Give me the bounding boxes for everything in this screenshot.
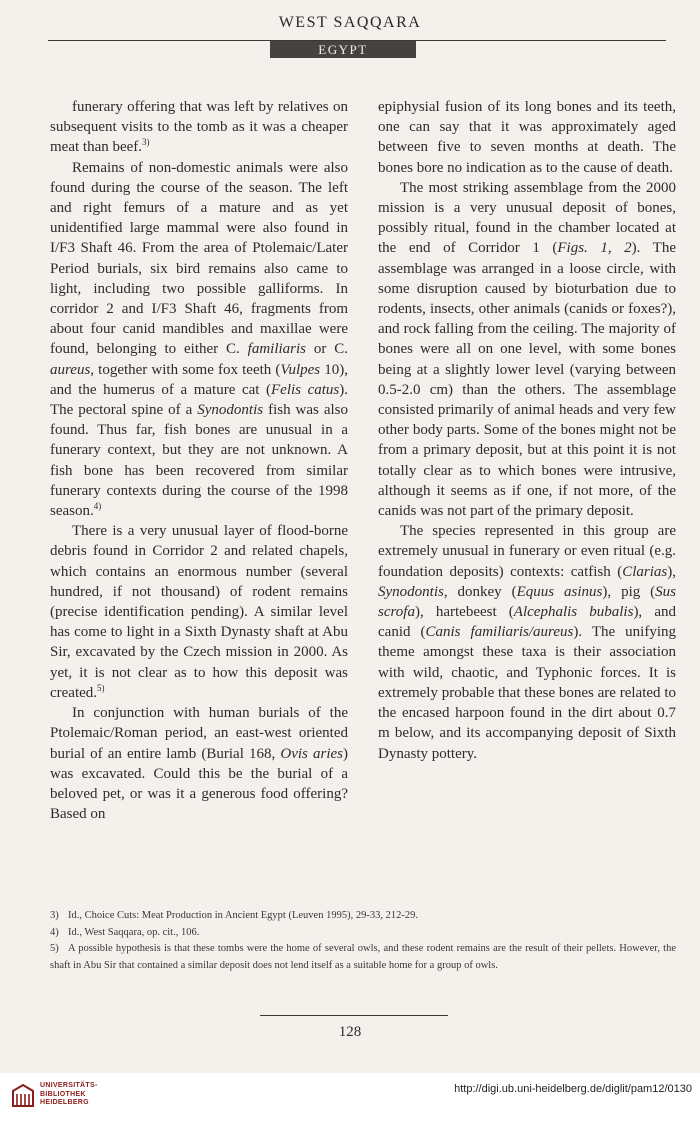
text-run: ). The unifying theme amongst these taxa is their association with wild, chaotic, and Typhonic forces. It is extremely probable that these bones are related to the encased harpoon found in the dirt about 0.7 m below, and its accompanying deposit of Sixth Dynasty pottery. bbox=[378, 624, 676, 762]
text-run: Remains of non-domestic animals were also found during the course of the season. The left and right femurs of a mature and as yet unidentified large mammal were also found in I/F3 Shaft 46. From the area of Ptolemaic/Later Period burials, six bird remains also came to light, including two possible galliforms. In corridor 2 and I/F3 Shaft 46, fragments from about four canid mandibles and maxillae were found, belonging to either C. bbox=[50, 159, 348, 358]
section-label: EGYPT bbox=[270, 41, 416, 58]
library-name-line: HEIDELBERG bbox=[40, 1099, 89, 1106]
paragraph bbox=[50, 97, 348, 158]
text-run: ), and canid ( bbox=[378, 604, 676, 641]
italic-term: Clarias bbox=[622, 563, 668, 580]
italic-term: Alcephalis bubalis bbox=[513, 604, 634, 621]
italic-term: Canis familiaris/aureus bbox=[425, 624, 574, 641]
italic-term: Felis catus bbox=[271, 381, 340, 398]
text-run: fish was also found. Thus far, fish bones are unusual in a funerary context, but they are not unknown. A fish bone has been recovered from similar funerary contexts during the course of the 1998 season. bbox=[50, 402, 348, 520]
running-head: WEST SAQQARA bbox=[278, 14, 422, 31]
text-run: ), hartebeest ( bbox=[414, 604, 514, 621]
italic-term: Equus asinus bbox=[516, 583, 603, 600]
paragraph bbox=[50, 703, 348, 824]
text-run: or C. bbox=[306, 341, 349, 358]
footnote-ref: 5) bbox=[97, 682, 105, 693]
right-column bbox=[378, 97, 676, 764]
text-run: The species represented in this group are extremely unusual in funerary or even ritual (e.g. foundation deposits) contexts: catfish ( bbox=[378, 523, 676, 580]
text-run: ). The assemblage was arranged in a loose circle, with some disruption caused by bioturbation due to rodents, insects, other animals (canids or foxes?), and rock falling from the ceiling. The majority of bones were all on one level, with some bones being at a slightly lower level (varying between 0.5-2.0 cm) than the others. The assemblage consisted primarily of animal heads and very few other body parts. Some of the bones might not be from a primary deposit, but at this point it is not totally clear as to which bones were intrusive, although it seems as if one, if not more, of the canids was not part of the primary deposit. bbox=[378, 240, 676, 520]
library-name-line: UNIVERSITÄTS- bbox=[40, 1082, 98, 1089]
italic-term: Figs. 1, 2 bbox=[557, 240, 632, 257]
footer-strip bbox=[0, 1073, 700, 1121]
text-run: ). The pectoral spine of a bbox=[50, 381, 349, 419]
source-url[interactable]: http://digi.ub.uni-heidelberg.de/diglit/pam12/0130 bbox=[454, 1083, 692, 1095]
text-run: epiphysial fusion of its long bones and its teeth, one can say that it was approximately aged between five to seven months at death. The bones bore no indication as to the cause of death. bbox=[378, 99, 676, 176]
page-number-rule bbox=[260, 1015, 448, 1016]
italic-term: familiaris bbox=[247, 341, 307, 358]
italic-term: Sus scrofa bbox=[378, 583, 676, 621]
paragraph bbox=[50, 521, 348, 703]
text-run: The most striking assemblage from the 2000 mission is a very unusual deposit of bones, possibly ritual, found in the chamber located at the end of Corridor 1 ( bbox=[378, 179, 676, 257]
italic-term: aureus bbox=[50, 361, 91, 378]
page-number: 128 bbox=[338, 1024, 362, 1040]
paragraph bbox=[378, 521, 676, 763]
italic-term: Synodontis bbox=[197, 402, 264, 419]
italic-term: Vulpes bbox=[280, 361, 321, 378]
text-run: funerary offering that was left by relatives on subsequent visits to the tomb as it was a cheaper meat than beef. bbox=[50, 99, 348, 156]
text-run: ), bbox=[667, 563, 676, 580]
paragraph bbox=[378, 178, 676, 521]
italic-term: Synodontis bbox=[378, 583, 444, 600]
library-name bbox=[40, 1082, 98, 1108]
library-name-line: BIBLIOTHEK bbox=[40, 1090, 86, 1098]
footnotes bbox=[50, 908, 676, 974]
text-run: ), pig ( bbox=[602, 583, 656, 600]
footnote-ref: 4) bbox=[93, 501, 102, 512]
footnote-ref: 3) bbox=[142, 137, 150, 148]
text-run: ) was excavated. Could this be the burial of a beloved pet, or was it a generous food offering? Based on bbox=[50, 745, 348, 823]
text-run: 10), and the humerus of a mature cat ( bbox=[50, 361, 348, 398]
text-run: , together with some fox teeth ( bbox=[90, 361, 281, 378]
paragraph bbox=[378, 97, 676, 178]
italic-term: Ovis aries bbox=[280, 745, 343, 762]
text-run: , donkey ( bbox=[443, 583, 517, 600]
footnote-4: 4) Id., West Saqqara, op. cit., 106. bbox=[50, 926, 200, 938]
text-run: There is a very unusual layer of flood-borne debris found in Corridor 2 and related chapels, which contains an enormous number (several hundred, if not thousand) of rodent remains (precise identification pending). A similar level has come to light in a Sixth Dynasty shaft at Abu Sir, excavated by the Czech mission in 2000. As yet, it is not clear as to how this deposit was created. bbox=[50, 523, 348, 701]
footnote-3: 3) Id., Choice Cuts: Meat Production in Ancient Egypt (Leuven 1995), 29-33, 212-29. bbox=[50, 910, 418, 921]
text-run: In conjunction with human burials of the Ptolemaic/Roman period, an east-west oriented burial of an entire lamb (Burial 168, bbox=[50, 705, 348, 762]
footnote-5: 5) A possible hypothesis is that these tombs were the home of several owls, and these rodent remains are the result of their pellets. However, the shaft in Abu Sir that contained a similar deposit does not lend itself as a suitable home for a group of owls. bbox=[50, 943, 676, 971]
left-column bbox=[50, 97, 348, 824]
library-logo-icon bbox=[10, 1082, 36, 1108]
paragraph bbox=[50, 158, 348, 522]
